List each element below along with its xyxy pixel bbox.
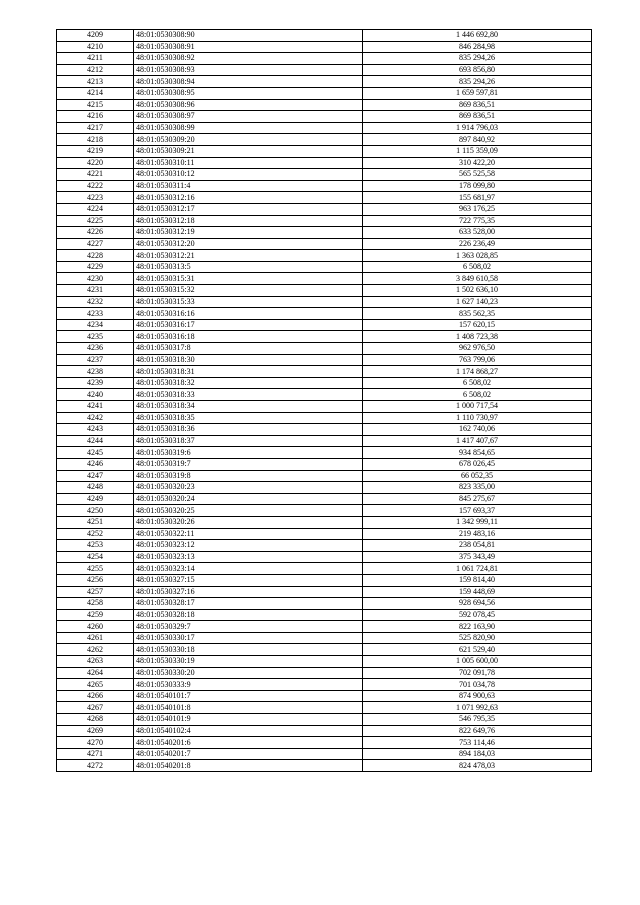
row-number-cell: 4237 [57, 354, 134, 366]
cadastral-number-cell: 48:01:0530330:20 [134, 667, 363, 679]
table-row [57, 644, 592, 656]
value-cell: 178 099,80 [363, 180, 592, 192]
table-row [57, 99, 592, 111]
table-row [57, 760, 592, 772]
value-cell: 155 681,97 [363, 192, 592, 204]
value-cell: 701 034,78 [363, 679, 592, 691]
cadastral-number-cell: 48:01:0530308:99 [134, 122, 363, 134]
table-row [57, 354, 592, 366]
row-number-cell: 4209 [57, 30, 134, 42]
table-row [57, 30, 592, 42]
value-cell: 238 054,81 [363, 540, 592, 552]
cadastral-number-cell: 48:01:0540201:8 [134, 760, 363, 772]
value-cell: 219 483,16 [363, 528, 592, 540]
value-cell: 822 649,76 [363, 725, 592, 737]
row-number-cell: 4269 [57, 725, 134, 737]
table-row [57, 528, 592, 540]
table-row [57, 41, 592, 53]
cadastral-number-cell: 48:01:0530328:17 [134, 598, 363, 610]
table-row [57, 377, 592, 389]
table-row [57, 598, 592, 610]
table-row [57, 458, 592, 470]
table-row [57, 667, 592, 679]
cadastral-number-cell: 48:01:0530330:19 [134, 656, 363, 668]
value-cell: 1 000 717,54 [363, 401, 592, 413]
table-row [57, 586, 592, 598]
value-cell: 157 620,15 [363, 319, 592, 331]
value-cell: 633 528,00 [363, 227, 592, 239]
cadastral-number-cell: 48:01:0540201:6 [134, 737, 363, 749]
value-cell: 1 005 600,00 [363, 656, 592, 668]
cadastral-number-cell: 48:01:0530319:8 [134, 470, 363, 482]
cadastral-number-cell: 48:01:0530312:18 [134, 215, 363, 227]
row-number-cell: 4235 [57, 331, 134, 343]
cadastral-number-cell: 48:01:0530329:7 [134, 621, 363, 633]
cadastral-number-cell: 48:01:0530308:91 [134, 41, 363, 53]
cadastral-number-cell: 48:01:0530316:16 [134, 308, 363, 320]
value-cell: 722 775,35 [363, 215, 592, 227]
table-row [57, 482, 592, 494]
table-row [57, 389, 592, 401]
cadastral-number-cell: 48:01:0530320:26 [134, 516, 363, 528]
table-row [57, 308, 592, 320]
row-number-cell: 4262 [57, 644, 134, 656]
cadastral-number-cell: 48:01:0540102:4 [134, 725, 363, 737]
cadastral-number-cell: 48:01:0530308:92 [134, 53, 363, 65]
row-number-cell: 4220 [57, 157, 134, 169]
value-cell: 1 342 999,11 [363, 516, 592, 528]
row-number-cell: 4241 [57, 401, 134, 413]
cadastral-number-cell: 48:01:0530310:11 [134, 157, 363, 169]
value-cell: 159 814,40 [363, 574, 592, 586]
row-number-cell: 4219 [57, 145, 134, 157]
cadastral-number-cell: 48:01:0530311:4 [134, 180, 363, 192]
cadastral-number-cell: 48:01:0530312:16 [134, 192, 363, 204]
table-row [57, 401, 592, 413]
row-number-cell: 4215 [57, 99, 134, 111]
value-cell: 375 343,49 [363, 551, 592, 563]
value-cell: 592 078,45 [363, 609, 592, 621]
table-row [57, 725, 592, 737]
cadastral-number-cell: 48:01:0530330:18 [134, 644, 363, 656]
row-number-cell: 4264 [57, 667, 134, 679]
row-number-cell: 4238 [57, 366, 134, 378]
cadastral-number-cell: 48:01:0530316:18 [134, 331, 363, 343]
row-number-cell: 4239 [57, 377, 134, 389]
row-number-cell: 4212 [57, 64, 134, 76]
cadastral-number-cell: 48:01:0530308:96 [134, 99, 363, 111]
value-cell: 162 740,06 [363, 424, 592, 436]
value-cell: 1 502 636,10 [363, 285, 592, 297]
table-row [57, 748, 592, 760]
table-row [57, 215, 592, 227]
row-number-cell: 4231 [57, 285, 134, 297]
value-cell: 1 061 724,81 [363, 563, 592, 575]
table-row [57, 563, 592, 575]
table-row [57, 296, 592, 308]
table-row [57, 180, 592, 192]
table-row [57, 609, 592, 621]
value-cell: 835 294,26 [363, 76, 592, 88]
table-row [57, 470, 592, 482]
value-cell: 897 840,92 [363, 134, 592, 146]
cadastral-number-cell: 48:01:0530312:21 [134, 250, 363, 262]
table-row [57, 679, 592, 691]
cadastral-number-cell: 48:01:0530318:35 [134, 412, 363, 424]
value-cell: 546 795,35 [363, 714, 592, 726]
cadastral-number-cell: 48:01:0530310:12 [134, 169, 363, 181]
value-cell: 1 627 140,23 [363, 296, 592, 308]
cadastral-number-cell: 48:01:0530320:24 [134, 493, 363, 505]
cadastral-number-cell: 48:01:0540201:7 [134, 748, 363, 760]
cadastral-number-cell: 48:01:0530323:12 [134, 540, 363, 552]
value-cell: 66 052,35 [363, 470, 592, 482]
cadastral-number-cell: 48:01:0530312:19 [134, 227, 363, 239]
table-row [57, 656, 592, 668]
cadastral-number-cell: 48:01:0530330:17 [134, 632, 363, 644]
table-row [57, 632, 592, 644]
row-number-cell: 4246 [57, 458, 134, 470]
row-number-cell: 4232 [57, 296, 134, 308]
row-number-cell: 4271 [57, 748, 134, 760]
row-number-cell: 4257 [57, 586, 134, 598]
value-cell: 1 408 723,38 [363, 331, 592, 343]
row-number-cell: 4265 [57, 679, 134, 691]
table-row [57, 250, 592, 262]
value-cell: 1 446 692,80 [363, 30, 592, 42]
table-row [57, 134, 592, 146]
value-cell: 1 115 359,09 [363, 145, 592, 157]
cadastral-number-cell: 48:01:0540101:8 [134, 702, 363, 714]
table-row [57, 53, 592, 65]
cadastral-number-cell: 48:01:0530312:20 [134, 238, 363, 250]
value-cell: 159 448,69 [363, 586, 592, 598]
cadastral-number-cell: 48:01:0530308:94 [134, 76, 363, 88]
row-number-cell: 4224 [57, 203, 134, 215]
value-cell: 678 026,45 [363, 458, 592, 470]
row-number-cell: 4233 [57, 308, 134, 320]
table-row [57, 122, 592, 134]
row-number-cell: 4234 [57, 319, 134, 331]
row-number-cell: 4255 [57, 563, 134, 575]
value-cell: 6 508,02 [363, 377, 592, 389]
value-cell: 157 693,37 [363, 505, 592, 517]
cadastral-number-cell: 48:01:0530308:93 [134, 64, 363, 76]
row-number-cell: 4210 [57, 41, 134, 53]
value-cell: 823 335,00 [363, 482, 592, 494]
cadastral-number-cell: 48:01:0530319:6 [134, 447, 363, 459]
table-row [57, 227, 592, 239]
cadastral-number-cell: 48:01:0530318:32 [134, 377, 363, 389]
cadastral-number-cell: 48:01:0530313:5 [134, 261, 363, 273]
row-number-cell: 4226 [57, 227, 134, 239]
row-number-cell: 4263 [57, 656, 134, 668]
value-cell: 6 508,02 [363, 389, 592, 401]
table-row [57, 261, 592, 273]
cadastral-number-cell: 48:01:0530322:11 [134, 528, 363, 540]
row-number-cell: 4261 [57, 632, 134, 644]
row-number-cell: 4217 [57, 122, 134, 134]
value-cell: 1 071 992,63 [363, 702, 592, 714]
value-cell: 835 294,26 [363, 53, 592, 65]
table-row [57, 169, 592, 181]
cadastral-number-cell: 48:01:0530323:13 [134, 551, 363, 563]
cadastral-number-cell: 48:01:0530318:33 [134, 389, 363, 401]
row-number-cell: 4248 [57, 482, 134, 494]
value-cell: 1 110 730,97 [363, 412, 592, 424]
table-row [57, 690, 592, 702]
cadastral-number-cell: 48:01:0530309:20 [134, 134, 363, 146]
row-number-cell: 4252 [57, 528, 134, 540]
value-cell: 962 976,50 [363, 343, 592, 355]
value-cell: 874 900,63 [363, 690, 592, 702]
table-row [57, 76, 592, 88]
row-number-cell: 4256 [57, 574, 134, 586]
row-number-cell: 4242 [57, 412, 134, 424]
cadastral-number-cell: 48:01:0530318:31 [134, 366, 363, 378]
row-number-cell: 4236 [57, 343, 134, 355]
value-cell: 763 799,06 [363, 354, 592, 366]
table-row [57, 331, 592, 343]
row-number-cell: 4225 [57, 215, 134, 227]
cadastral-number-cell: 48:01:0530318:30 [134, 354, 363, 366]
row-number-cell: 4270 [57, 737, 134, 749]
cadastral-number-cell: 48:01:0530316:17 [134, 319, 363, 331]
table-row [57, 505, 592, 517]
value-cell: 824 478,03 [363, 760, 592, 772]
row-number-cell: 4244 [57, 435, 134, 447]
value-cell: 869 836,51 [363, 99, 592, 111]
row-number-cell: 4243 [57, 424, 134, 436]
row-number-cell: 4213 [57, 76, 134, 88]
table-row [57, 424, 592, 436]
row-number-cell: 4221 [57, 169, 134, 181]
table-body [57, 30, 592, 772]
row-number-cell: 4218 [57, 134, 134, 146]
table-row [57, 87, 592, 99]
cadastral-number-cell: 48:01:0530308:95 [134, 87, 363, 99]
row-number-cell: 4216 [57, 111, 134, 123]
value-cell: 565 525,58 [363, 169, 592, 181]
value-cell: 869 836,51 [363, 111, 592, 123]
row-number-cell: 4260 [57, 621, 134, 633]
row-number-cell: 4266 [57, 690, 134, 702]
row-number-cell: 4222 [57, 180, 134, 192]
value-cell: 3 849 610,58 [363, 273, 592, 285]
value-cell: 1 417 407,67 [363, 435, 592, 447]
row-number-cell: 4247 [57, 470, 134, 482]
value-cell: 6 508,02 [363, 261, 592, 273]
table-row [57, 157, 592, 169]
value-cell: 1 914 796,03 [363, 122, 592, 134]
row-number-cell: 4230 [57, 273, 134, 285]
row-number-cell: 4223 [57, 192, 134, 204]
value-cell: 894 184,03 [363, 748, 592, 760]
table-row [57, 273, 592, 285]
cadastral-number-cell: 48:01:0540101:7 [134, 690, 363, 702]
table-row [57, 714, 592, 726]
cadastral-number-cell: 48:01:0540101:9 [134, 714, 363, 726]
cadastral-number-cell: 48:01:0530328:18 [134, 609, 363, 621]
table-row [57, 621, 592, 633]
cadastral-number-cell: 48:01:0530317:8 [134, 343, 363, 355]
table-row [57, 64, 592, 76]
cadastral-number-cell: 48:01:0530312:17 [134, 203, 363, 215]
row-number-cell: 4250 [57, 505, 134, 517]
row-number-cell: 4272 [57, 760, 134, 772]
cadastral-number-cell: 48:01:0530323:14 [134, 563, 363, 575]
value-cell: 963 176,25 [363, 203, 592, 215]
cadastral-number-cell: 48:01:0530319:7 [134, 458, 363, 470]
row-number-cell: 4249 [57, 493, 134, 505]
value-cell: 846 284,98 [363, 41, 592, 53]
cadastral-number-cell: 48:01:0530320:23 [134, 482, 363, 494]
value-cell: 928 694,56 [363, 598, 592, 610]
value-cell: 1 659 597,81 [363, 87, 592, 99]
cadastral-number-cell: 48:01:0530315:31 [134, 273, 363, 285]
cadastral-number-cell: 48:01:0530315:33 [134, 296, 363, 308]
value-cell: 835 562,35 [363, 308, 592, 320]
cadastral-number-cell: 48:01:0530309:21 [134, 145, 363, 157]
cadastral-number-cell: 48:01:0530315:32 [134, 285, 363, 297]
cadastral-number-cell: 48:01:0530327:16 [134, 586, 363, 598]
table-row [57, 574, 592, 586]
cadastral-number-cell: 48:01:0530318:37 [134, 435, 363, 447]
value-cell: 1 174 868,27 [363, 366, 592, 378]
row-number-cell: 4211 [57, 53, 134, 65]
table-row [57, 203, 592, 215]
table-row [57, 447, 592, 459]
row-number-cell: 4254 [57, 551, 134, 563]
row-number-cell: 4229 [57, 261, 134, 273]
row-number-cell: 4258 [57, 598, 134, 610]
table-row [57, 192, 592, 204]
value-cell: 693 856,80 [363, 64, 592, 76]
row-number-cell: 4268 [57, 714, 134, 726]
row-number-cell: 4267 [57, 702, 134, 714]
table-row [57, 145, 592, 157]
table-row [57, 516, 592, 528]
table-row [57, 737, 592, 749]
table-row [57, 702, 592, 714]
table-row [57, 285, 592, 297]
value-cell: 702 091,78 [363, 667, 592, 679]
table-row [57, 551, 592, 563]
table-row [57, 343, 592, 355]
cadastral-number-cell: 48:01:0530320:25 [134, 505, 363, 517]
table-row [57, 540, 592, 552]
cadastral-table [56, 29, 592, 772]
table-row [57, 366, 592, 378]
value-cell: 310 422,20 [363, 157, 592, 169]
cadastral-number-cell: 48:01:0530308:90 [134, 30, 363, 42]
value-cell: 1 363 028,85 [363, 250, 592, 262]
table-row [57, 493, 592, 505]
row-number-cell: 4227 [57, 238, 134, 250]
value-cell: 934 854,65 [363, 447, 592, 459]
row-number-cell: 4228 [57, 250, 134, 262]
value-cell: 525 820,90 [363, 632, 592, 644]
cadastral-number-cell: 48:01:0530318:34 [134, 401, 363, 413]
value-cell: 226 236,49 [363, 238, 592, 250]
row-number-cell: 4245 [57, 447, 134, 459]
value-cell: 845 275,67 [363, 493, 592, 505]
row-number-cell: 4259 [57, 609, 134, 621]
value-cell: 621 529,40 [363, 644, 592, 656]
cadastral-number-cell: 48:01:0530318:36 [134, 424, 363, 436]
value-cell: 753 114,46 [363, 737, 592, 749]
value-cell: 822 163,90 [363, 621, 592, 633]
row-number-cell: 4253 [57, 540, 134, 552]
row-number-cell: 4251 [57, 516, 134, 528]
cadastral-number-cell: 48:01:0530308:97 [134, 111, 363, 123]
table-row [57, 111, 592, 123]
cadastral-number-cell: 48:01:0530327:15 [134, 574, 363, 586]
table-row [57, 238, 592, 250]
table-row [57, 435, 592, 447]
table-row [57, 319, 592, 331]
cadastral-number-cell: 48:01:0530333:9 [134, 679, 363, 691]
row-number-cell: 4240 [57, 389, 134, 401]
row-number-cell: 4214 [57, 87, 134, 99]
table-row [57, 412, 592, 424]
